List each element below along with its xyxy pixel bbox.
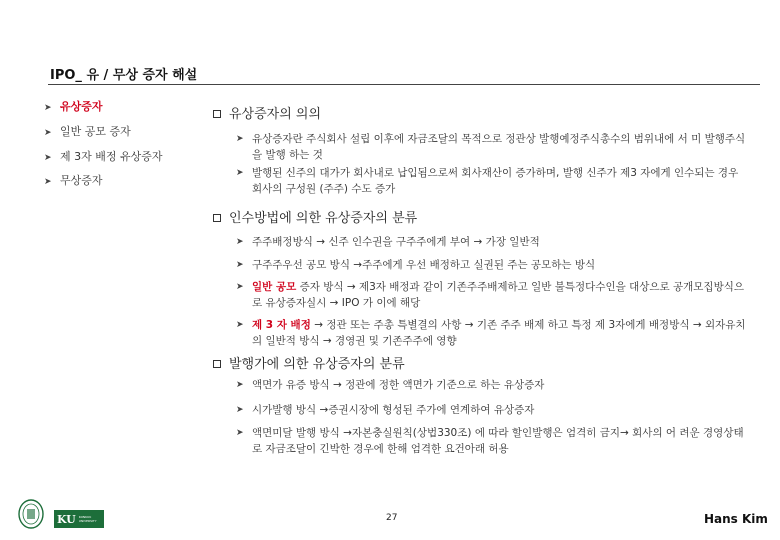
highlight-term: 일반 공모 — [252, 281, 297, 293]
logo-subtext-line: UNIVERSITY — [78, 519, 97, 523]
arrow-bullet-icon: ➤ — [236, 282, 244, 292]
logo-subtext-line: KONKUK — [78, 515, 92, 519]
square-bullet-icon — [213, 214, 221, 222]
logo-subtext — [79, 515, 97, 523]
arrow-bullet-icon: ➤ — [236, 428, 244, 438]
nav-item-label: 제 3자 배정 유상증자 — [60, 150, 163, 163]
nav-item-paid-in-capital[interactable] — [44, 98, 103, 114]
list-item — [236, 131, 746, 163]
nav-item-third-party[interactable] — [44, 148, 163, 164]
arrow-bullet-icon: ➤ — [44, 177, 52, 187]
section-heading-text: 발행가에 의한 유상증자의 분류 — [229, 357, 405, 372]
square-bullet-icon — [213, 110, 221, 118]
list-item-text — [252, 317, 746, 349]
arrow-bullet-icon: ➤ — [236, 260, 244, 270]
list-item-text: 유상증자란 주식회사 설립 이후에 자금조달의 목적으로 정관상 발행예정주식총수의 범위내에 서 미 발행주식을 발행 하는 것 — [252, 133, 746, 161]
list-item — [236, 234, 746, 250]
list-item-text: 시가발행 방식 →증권시장에 형성된 주가에 연계하여 유상증자 — [252, 404, 535, 416]
list-item-text: 구주주우선 공모 방식 →주주에게 우선 배정하고 실권된 주는 공모하는 방식 — [252, 259, 596, 271]
highlight-term: 제 3 자 배정 — [252, 319, 311, 331]
square-bullet-icon — [213, 360, 221, 368]
university-seal-icon — [18, 499, 44, 529]
list-item — [236, 402, 746, 418]
page-number: 27 — [386, 513, 398, 523]
nav-item-bonus-issue[interactable] — [44, 172, 103, 188]
section-heading-text: 유상증자의 의의 — [229, 107, 322, 122]
arrow-bullet-icon: ➤ — [236, 168, 244, 178]
author-name: Hans Kim — [704, 512, 768, 526]
list-item-text: 액면가 유증 방식 → 정관에 정한 액면가 기준으로 하는 유상증자 — [252, 379, 545, 391]
list-item — [236, 425, 746, 457]
arrow-bullet-icon: ➤ — [236, 320, 244, 330]
list-item — [236, 165, 746, 197]
university-logo — [54, 510, 104, 528]
arrow-bullet-icon: ➤ — [236, 237, 244, 247]
list-item-text: 발행된 신주의 대가가 회사내로 납입됨으로써 회사재산이 증가하며, 발행 신주가 제3 자에게 인수되는 경우 회사의 구성원 (주주) 수도 증가 — [252, 167, 739, 195]
list-item — [236, 317, 746, 349]
nav-item-label: 일반 공모 증자 — [60, 125, 131, 138]
arrow-bullet-icon: ➤ — [44, 128, 52, 138]
nav-item-label: 유상증자 — [60, 100, 103, 113]
title-divider — [48, 84, 760, 85]
arrow-bullet-icon: ➤ — [236, 380, 244, 390]
list-item-rest: 증자 방식 → 제3자 배정과 같이 기존주주배제하고 일반 불특정다수인을 대상으로 공개모집방식으로 유상증자실시 → IPO 가 이에 해당 — [252, 281, 745, 309]
list-item-text: 액면미달 발행 방식 →자본충실원칙(상법330조) 에 따라 할인발행은 엄격히 금지→ 회사의 어 려운 경영상태로 자금조달이 긴박한 경우에 한해 엄격한 요건아래 허용 — [252, 427, 744, 455]
arrow-bullet-icon: ➤ — [236, 405, 244, 415]
arrow-bullet-icon: ➤ — [236, 134, 244, 144]
section-heading-price — [213, 353, 405, 372]
section-heading-meaning — [213, 103, 321, 122]
list-item — [236, 257, 746, 273]
list-item-text: 주주배정방식 → 신주 인수권을 구주주에게 부여 → 가장 일반적 — [252, 236, 540, 248]
section-heading-text: 인수방법에 의한 유상증자의 분류 — [229, 211, 418, 226]
page-title: IPO_ 유 / 무상 증자 해설 — [50, 68, 198, 83]
list-item-rest: → 정관 또는 주총 특별결의 사항 → 기존 주주 배제 하고 특정 제 3자에게 배정방식 → 외자유치의 일반적 방식 → 경영권 및 기존주주에 영향 — [252, 319, 746, 347]
list-item-text — [252, 279, 746, 311]
nav-item-label: 무상증자 — [60, 174, 103, 187]
list-item — [236, 377, 746, 393]
arrow-bullet-icon: ➤ — [44, 103, 52, 113]
logo-text: KU — [57, 512, 76, 526]
arrow-bullet-icon: ➤ — [44, 153, 52, 163]
list-item — [236, 279, 746, 311]
section-heading-method — [213, 207, 417, 226]
nav-item-public-offering[interactable] — [44, 123, 131, 139]
